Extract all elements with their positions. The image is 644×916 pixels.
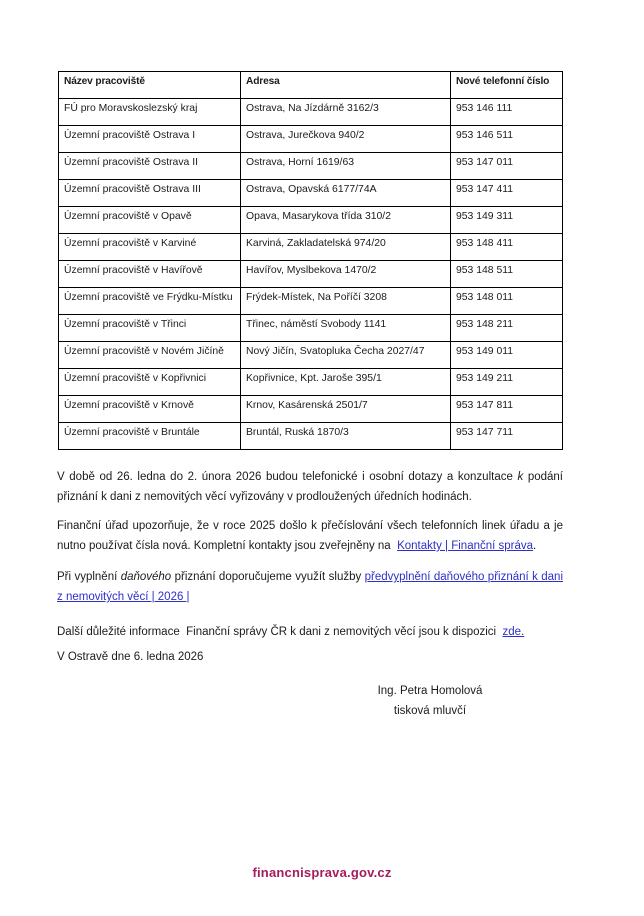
table-row xyxy=(59,369,563,396)
footer-site-link[interactable]: financnisprava.gov.cz xyxy=(252,865,392,880)
para-4 xyxy=(57,622,563,642)
address-cell: Opava, Masarykova třída 310/2 xyxy=(241,207,451,234)
text-run: . xyxy=(533,540,537,552)
zde-link[interactable]: zde. xyxy=(502,626,525,638)
contacts-table xyxy=(58,71,563,450)
address-cell: Kopřivnice, Kpt. Jaroše 395/1 xyxy=(241,369,451,396)
text-run: podání přiznání k dani z nemovitých věcí vyřizovány v prodloužených úředních hodinách. xyxy=(57,471,563,503)
table-row xyxy=(59,342,563,369)
phone-number-cell: 953 147 711 xyxy=(451,423,563,450)
table-row xyxy=(59,423,563,450)
signature-name: Ing. Petra Homolová xyxy=(377,685,483,697)
table-row xyxy=(59,153,563,180)
table-row xyxy=(59,261,563,288)
text-run: přiznání doporučujeme využít služby xyxy=(171,571,365,583)
table-row xyxy=(59,234,563,261)
workplace-name-cell: FÚ pro Moravskoslezský kraj xyxy=(59,99,241,126)
phone-number-cell: 953 148 211 xyxy=(451,315,563,342)
phone-number-cell: 953 149 211 xyxy=(451,369,563,396)
para-5 xyxy=(57,647,563,667)
address-cell: Frýdek-Místek, Na Poříčí 3208 xyxy=(241,288,451,315)
kontakty-link[interactable]: Kontakty | Finanční správa xyxy=(397,540,534,552)
table-row xyxy=(59,288,563,315)
table-row xyxy=(59,315,563,342)
text-run: daňového xyxy=(120,571,172,583)
phone-number-cell: 953 149 311 xyxy=(451,207,563,234)
phone-number-cell: 953 146 511 xyxy=(451,126,563,153)
phone-number-cell: 953 148 411 xyxy=(451,234,563,261)
text-run: Další důležité informace Finanční správy ČR k dani z nemovitých věcí jsou k dispozici xyxy=(57,626,503,638)
address-cell: Ostrava, Na Jízdárně 3162/3 xyxy=(241,99,451,126)
header-nove-telefonni-cislo: Nové telefonní číslo xyxy=(451,72,563,99)
signature-title: tisková mluvčí xyxy=(393,705,467,717)
address-cell: Nový Jičín, Svatopluka Čecha 2027/47 xyxy=(241,342,451,369)
para-1 xyxy=(57,467,563,507)
address-cell: Ostrava, Horní 1619/63 xyxy=(241,153,451,180)
address-cell: Ostrava, Jurečkova 940/2 xyxy=(241,126,451,153)
table-row xyxy=(59,99,563,126)
text-run: Při vyplnění xyxy=(57,571,121,583)
workplace-name-cell: Územní pracoviště v Krnově xyxy=(59,396,241,423)
para-3 xyxy=(57,567,563,607)
text-run: k xyxy=(517,471,524,483)
phone-number-cell: 953 146 111 xyxy=(451,99,563,126)
address-cell: Bruntál, Ruská 1870/3 xyxy=(241,423,451,450)
phone-number-cell: 953 148 511 xyxy=(451,261,563,288)
text-run: V době od 26. ledna do 2. února 2026 budou telefonické i osobní dotazy a konzultace xyxy=(57,471,518,483)
address-cell: Krnov, Kasárenská 2501/7 xyxy=(241,396,451,423)
workplace-name-cell: Územní pracoviště v Třinci xyxy=(59,315,241,342)
workplace-name-cell: Územní pracoviště v Bruntále xyxy=(59,423,241,450)
table-row xyxy=(59,396,563,423)
text-run: V Ostravě dne 6. ledna 2026 xyxy=(57,651,204,663)
table-header-row xyxy=(59,72,563,99)
workplace-name-cell: Územní pracoviště v Havířově xyxy=(59,261,241,288)
workplace-name-cell: Územní pracoviště Ostrava I xyxy=(59,126,241,153)
workplace-name-cell: Územní pracoviště v Kopřivnici xyxy=(59,369,241,396)
address-cell: Karviná, Zakladatelská 974/20 xyxy=(241,234,451,261)
workplace-name-cell: Územní pracoviště v Opavě xyxy=(59,207,241,234)
predvyplneni-link[interactable]: předvyplnění daňového přiznání k dani z nemovitých věcí | 2026 | xyxy=(57,571,564,603)
text-run: Finanční úřad upozorňuje, že v roce 2025 došlo k přečíslování všech telefonních linek úřadu a je nutno používat čísla nová. Kompletní kontakty jsou zveřejněny na xyxy=(57,520,563,552)
address-cell: Třinec, náměstí Svobody 1141 xyxy=(241,315,451,342)
phone-number-cell: 953 148 011 xyxy=(451,288,563,315)
paragraphs xyxy=(57,467,563,667)
contacts-table-body xyxy=(59,99,563,450)
workplace-name-cell: Územní pracoviště Ostrava II xyxy=(59,153,241,180)
table-row xyxy=(59,180,563,207)
workplace-name-cell: Územní pracoviště v Karviné xyxy=(59,234,241,261)
workplace-name-cell: Územní pracoviště ve Frýdku-Místku xyxy=(59,288,241,315)
phone-number-cell: 953 147 811 xyxy=(451,396,563,423)
table-row xyxy=(59,126,563,153)
footer xyxy=(0,864,644,882)
table-row xyxy=(59,207,563,234)
header-nazev-pracoviste: Název pracoviště xyxy=(59,72,241,99)
address-cell: Havířov, Myslbekova 1470/2 xyxy=(241,261,451,288)
workplace-name-cell: Územní pracoviště Ostrava III xyxy=(59,180,241,207)
para-2 xyxy=(57,516,563,556)
workplace-name-cell: Územní pracoviště v Novém Jičíně xyxy=(59,342,241,369)
phone-number-cell: 953 149 011 xyxy=(451,342,563,369)
phone-number-cell: 953 147 411 xyxy=(451,180,563,207)
address-cell: Ostrava, Opavská 6177/74A xyxy=(241,180,451,207)
phone-number-cell: 953 147 011 xyxy=(451,153,563,180)
signature-block xyxy=(330,681,530,721)
header-adresa: Adresa xyxy=(241,72,451,99)
